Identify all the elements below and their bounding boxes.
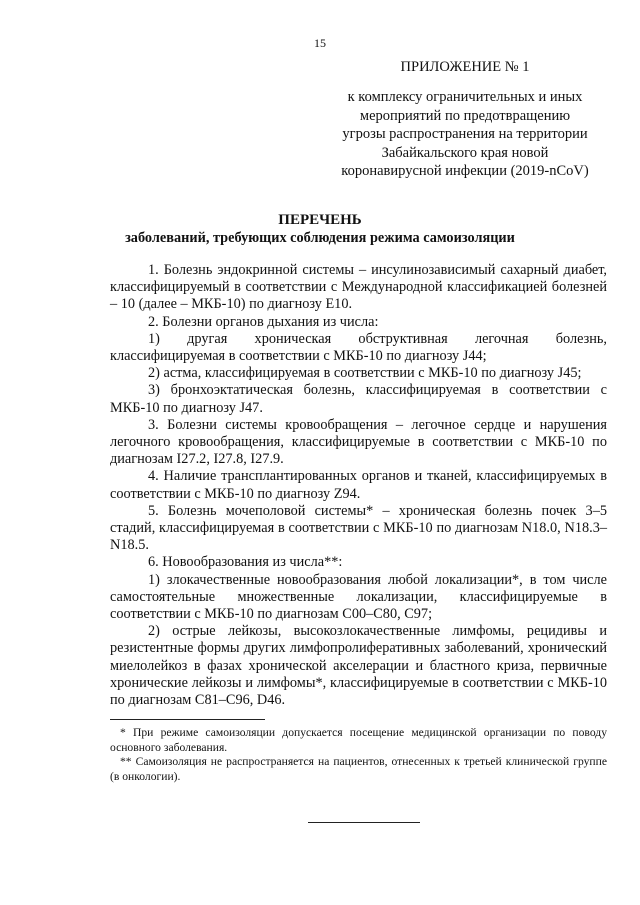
list-item: 5. Болезнь мочеполовой системы* – хроническая болезнь почек 3–5 стадий, классифицируемая в соответствии с МКБ-10 по диагнозам N18.0, N18.3–N18.5. — [110, 502, 607, 554]
footnote: * При режиме самоизоляции допускается посещение медицинской организации по поводу основного заболевания. — [110, 726, 607, 754]
list-item: 1. Болезнь эндокринной системы – инсулинозависимый сахарный диабет, классифицируемый в соответствии с Международной классификацией болезней – 10 (далее – МКБ-10) по диагнозу Е10. — [110, 262, 607, 313]
annex-title: ПРИЛОЖЕНИЕ № 1 — [400, 59, 530, 75]
footnotes — [110, 726, 607, 784]
list-item: 2. Болезни органов дыхания из числа: — [148, 313, 379, 330]
footnote: ** Самоизоляция не распространяется на пациентов, отнесенных к третьей клинической группе (в онкологии). — [110, 755, 607, 783]
document-subtitle: заболеваний, требующих соблюдения режима самоизоляции — [125, 230, 515, 246]
list-item: 2) астма, классифицируемая в соответствии с МКБ-10 по диагнозу J45; — [148, 365, 582, 382]
list-item: 3. Болезни системы кровообращения – легочное сердце и нарушения легочного кровообращения, классифицируемые в соответствии с МКБ-10 по диагнозам I27.2, I27.8, I27.9. — [110, 416, 607, 468]
list-item: 4. Наличие трансплантированных органов и тканей, классифицируемых в соответствии с МКБ-10 по диагнозу Z94. — [110, 468, 607, 502]
list-item: 3) бронхоэктатическая болезнь, классифицируемая в соответствии с МКБ-10 по диагнозу J47. — [110, 382, 607, 416]
list-item: 1) другая хроническая обструктивная легочная болезнь, классифицируемая в соответствии с МКБ-10 по диагнозу J44; — [110, 330, 607, 365]
end-divider — [308, 822, 420, 823]
list-item: 1) злокачественные новообразования любой локализации*, в том числе самостоятельные множественные локализации, классифицируемые в соответствии с МКБ-10 по диагнозам C00–C80, C97; — [110, 571, 607, 623]
list-item: 6. Новообразования из числа**: — [148, 554, 343, 571]
annex-text: к комплексу ограничительных и иных мероприятий по предотвращению угрозы распространения на территории Забайкальского края новой коронавирусной инфекции (2019-nCoV) — [341, 89, 589, 179]
page-number: 15 — [314, 36, 326, 50]
document-title: ПЕРЕЧЕНЬ — [278, 212, 362, 228]
footnote-divider — [110, 719, 265, 720]
disease-list — [110, 262, 607, 709]
list-item: 2) острые лейкозы, высокозлокачественные лимфомы, рецидивы и резистентные формы других лимфопролиферативных заболеваний, хронический миелолейкоз в фазах хронической акселерации и бластного криза, первичные хронические лейкозы и лимфомы*, классифицируемые в соответствии с МКБ-10 по диагнозам C81–C96, D46. — [110, 623, 607, 709]
